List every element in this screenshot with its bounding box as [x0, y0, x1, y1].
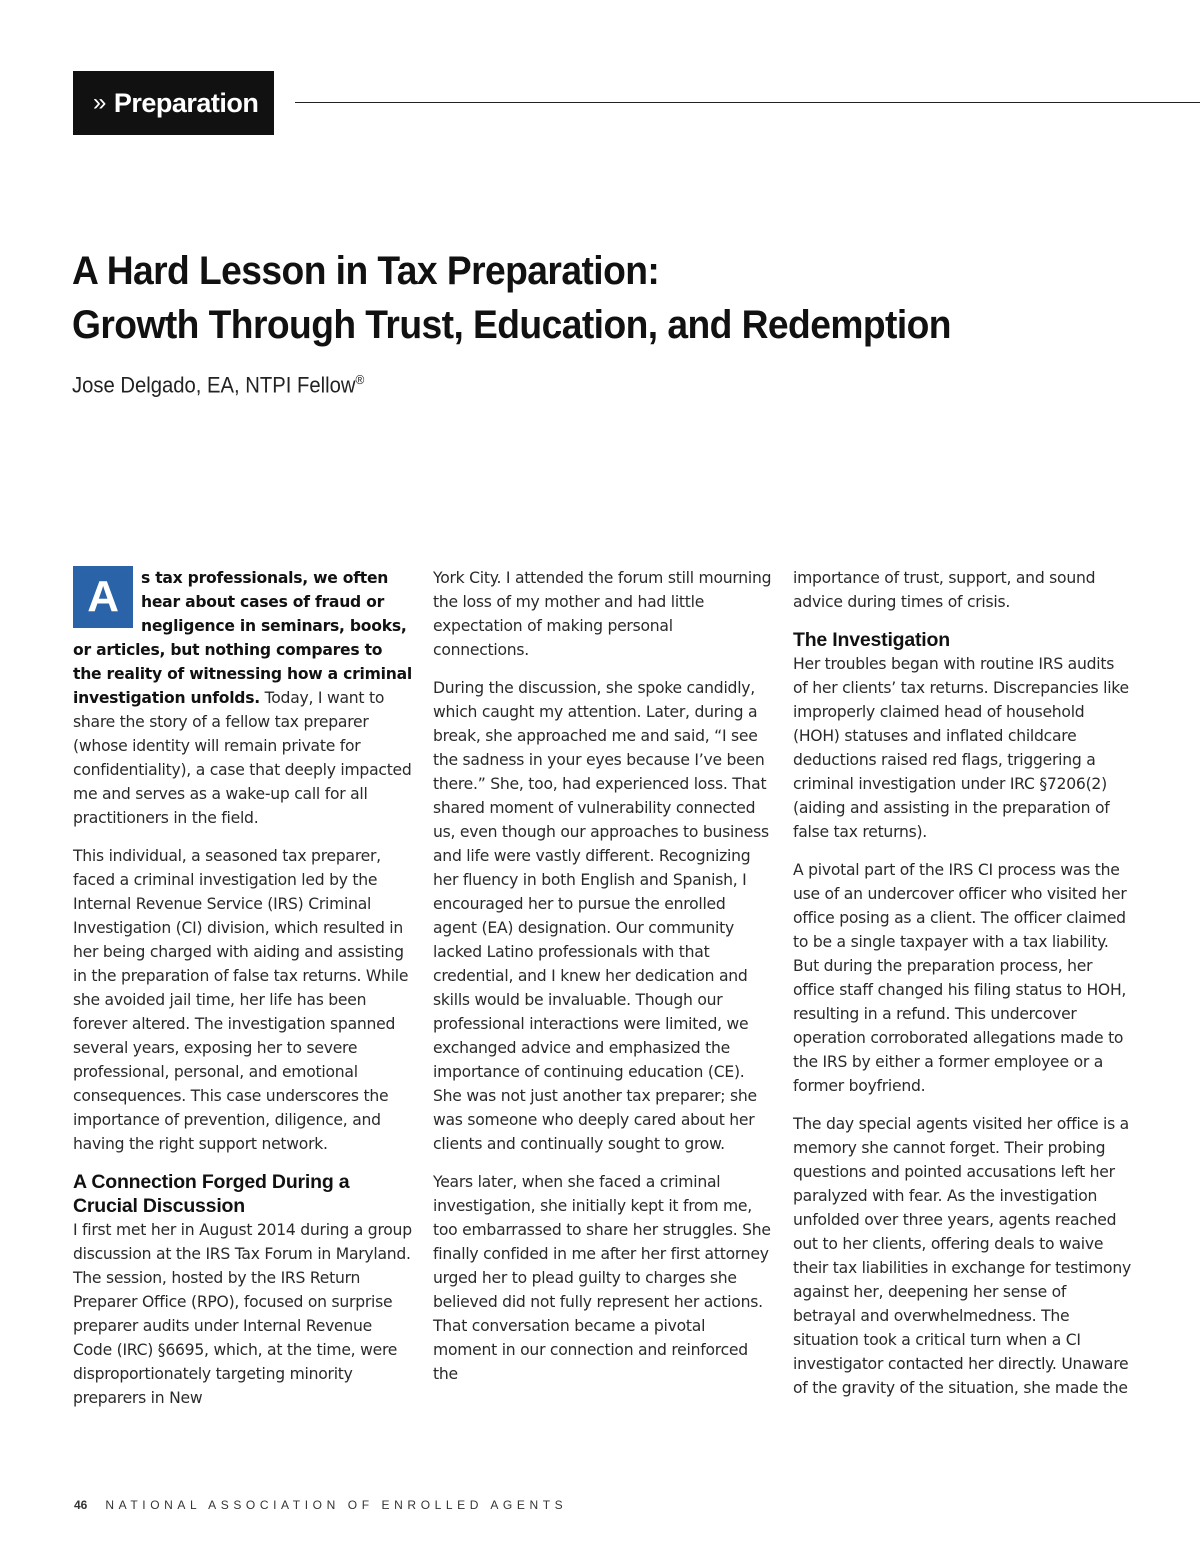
paragraph-1-text: Today, I want to share the story of a fellow tax preparer (whose identity will remain private for confidentiality), a case that deeply impacted me and serves as a wake-up call for all practitioners in the field. — [73, 689, 412, 827]
section-tag — [73, 71, 274, 135]
header-rule — [295, 102, 1200, 103]
drop-cap: A — [73, 566, 133, 628]
paragraph-3: I first met her in August 2014 during a group discussion at the IRS Tax Forum in Maryland. The session, hosted by the IRS Return Preparer Office (RPO), focused on surprise preparer audits under Internal Revenue Code (IRC) §6695, which, at the time, were disproportionately targeting minority preparers in New — [73, 1221, 412, 1407]
paragraph-1 — [73, 566, 413, 830]
column-3 — [793, 566, 1133, 1414]
title-line-1: A Hard Lesson in Tax Preparation: — [72, 249, 660, 293]
title-line-2: Growth Through Trust, Education, and Redemption — [72, 303, 951, 347]
chevron-right-icon: » — [93, 89, 106, 116]
paragraph-5: Years later, when she faced a criminal investigation, she initially kept it from me, too embarrassed to share her struggles. She finally confided in me after her first attorney urged her to plead guilty to charges she believed did not fully represent her actions. That conversation became a pivotal moment in our connection and reinforced the — [433, 1173, 771, 1383]
page-number: 46 — [74, 1498, 88, 1512]
column-2 — [433, 566, 773, 1400]
paragraph-4: During the discussion, she spoke candidly, which caught my attention. Later, during a break, she approached me and said, “I see the sadness in your eyes because I’ve been there.” She, too, had experienced loss. That shared moment of vulnerability connected us, even though our approaches to business and life were vastly different. Recognizing her fluency in both English and Spanish, I encouraged her to pursue the enrolled agent (EA) designation. Our community lacked Latino professionals with that credential, and I knew her dedication and skills would be invaluable. Though our professional interactions were limited, we exchanged advice and emphasized the importance of continuing education (CE). She was not just another tax preparer; she was someone who deeply cared about her clients and continually sought to grow. — [433, 679, 769, 1153]
lead-in: s tax professionals, we often hear about cases of fraud or negligence in seminars, books, or articles, but nothing compares to the reality of witnessing how a criminal investigation unfolds. — [73, 569, 412, 707]
paragraph-8: The day special agents visited her office is a memory she cannot forget. Their probing questions and pointed accusations left her paralyzed with fear. As the investigation unfolded over three years, agents reached out to her clients, offering deals to waive their tax liabilities in exchange for testimony against her, deepening her sense of betrayal and overwhelmedness. The situation took a critical turn when a CI investigator contacted her directly. Unaware of the gravity of the situation, she made the — [793, 1115, 1131, 1397]
subheading-connection: A Connection Forged During a Crucial Discussion — [73, 1171, 350, 1217]
page-footer — [74, 1498, 567, 1512]
paragraph-5-continued: importance of trust, support, and sound advice during times of crisis. — [793, 569, 1096, 611]
paragraph-7: A pivotal part of the IRS CI process was the use of an undercover officer who visited her office posing as a client. The officer claimed to be a single taxpayer with a tax liability. But during the preparation process, her office staff changed his filing status to HOH, resulting in a refund. This undercover operation corroborated allegations made to the IRS by either a former employee or a former boyfriend. — [793, 861, 1127, 1095]
byline — [72, 372, 364, 398]
author-name: Jose Delgado, EA, NTPI Fellow — [72, 372, 356, 398]
subheading-investigation: The Investigation — [793, 629, 950, 651]
article-title — [72, 244, 1058, 352]
paragraph-2: This individual, a seasoned tax preparer, faced a criminal investigation led by the Internal Revenue Service (IRS) Criminal Investigation (CI) division, which resulted in her being charged with aiding and assisting in the preparation of false tax returns. While she avoided jail time, her life has been forever altered. The investigation spanned several years, exposing her to severe professional, personal, and emotional consequences. This case underscores the importance of prevention, diligence, and having the right support network. — [73, 847, 409, 1153]
paragraph-3-continued: York City. I attended the forum still mourning the loss of my mother and had little expectation of making personal connections. — [433, 569, 772, 659]
column-1 — [73, 566, 413, 1424]
paragraph-6: Her troubles began with routine IRS audits of her clients’ tax returns. Discrepancies like improperly claimed head of household (HOH) statuses and inflated childcare deductions raised red flags, triggering a criminal investigation under IRC §7206(2) (aiding and assisting in the preparation of false tax returns). — [793, 655, 1129, 841]
publication-name: NATIONAL ASSOCIATION OF ENROLLED AGENTS — [105, 1498, 568, 1512]
section-label: Preparation — [113, 87, 259, 118]
registered-mark: ® — [355, 372, 365, 387]
